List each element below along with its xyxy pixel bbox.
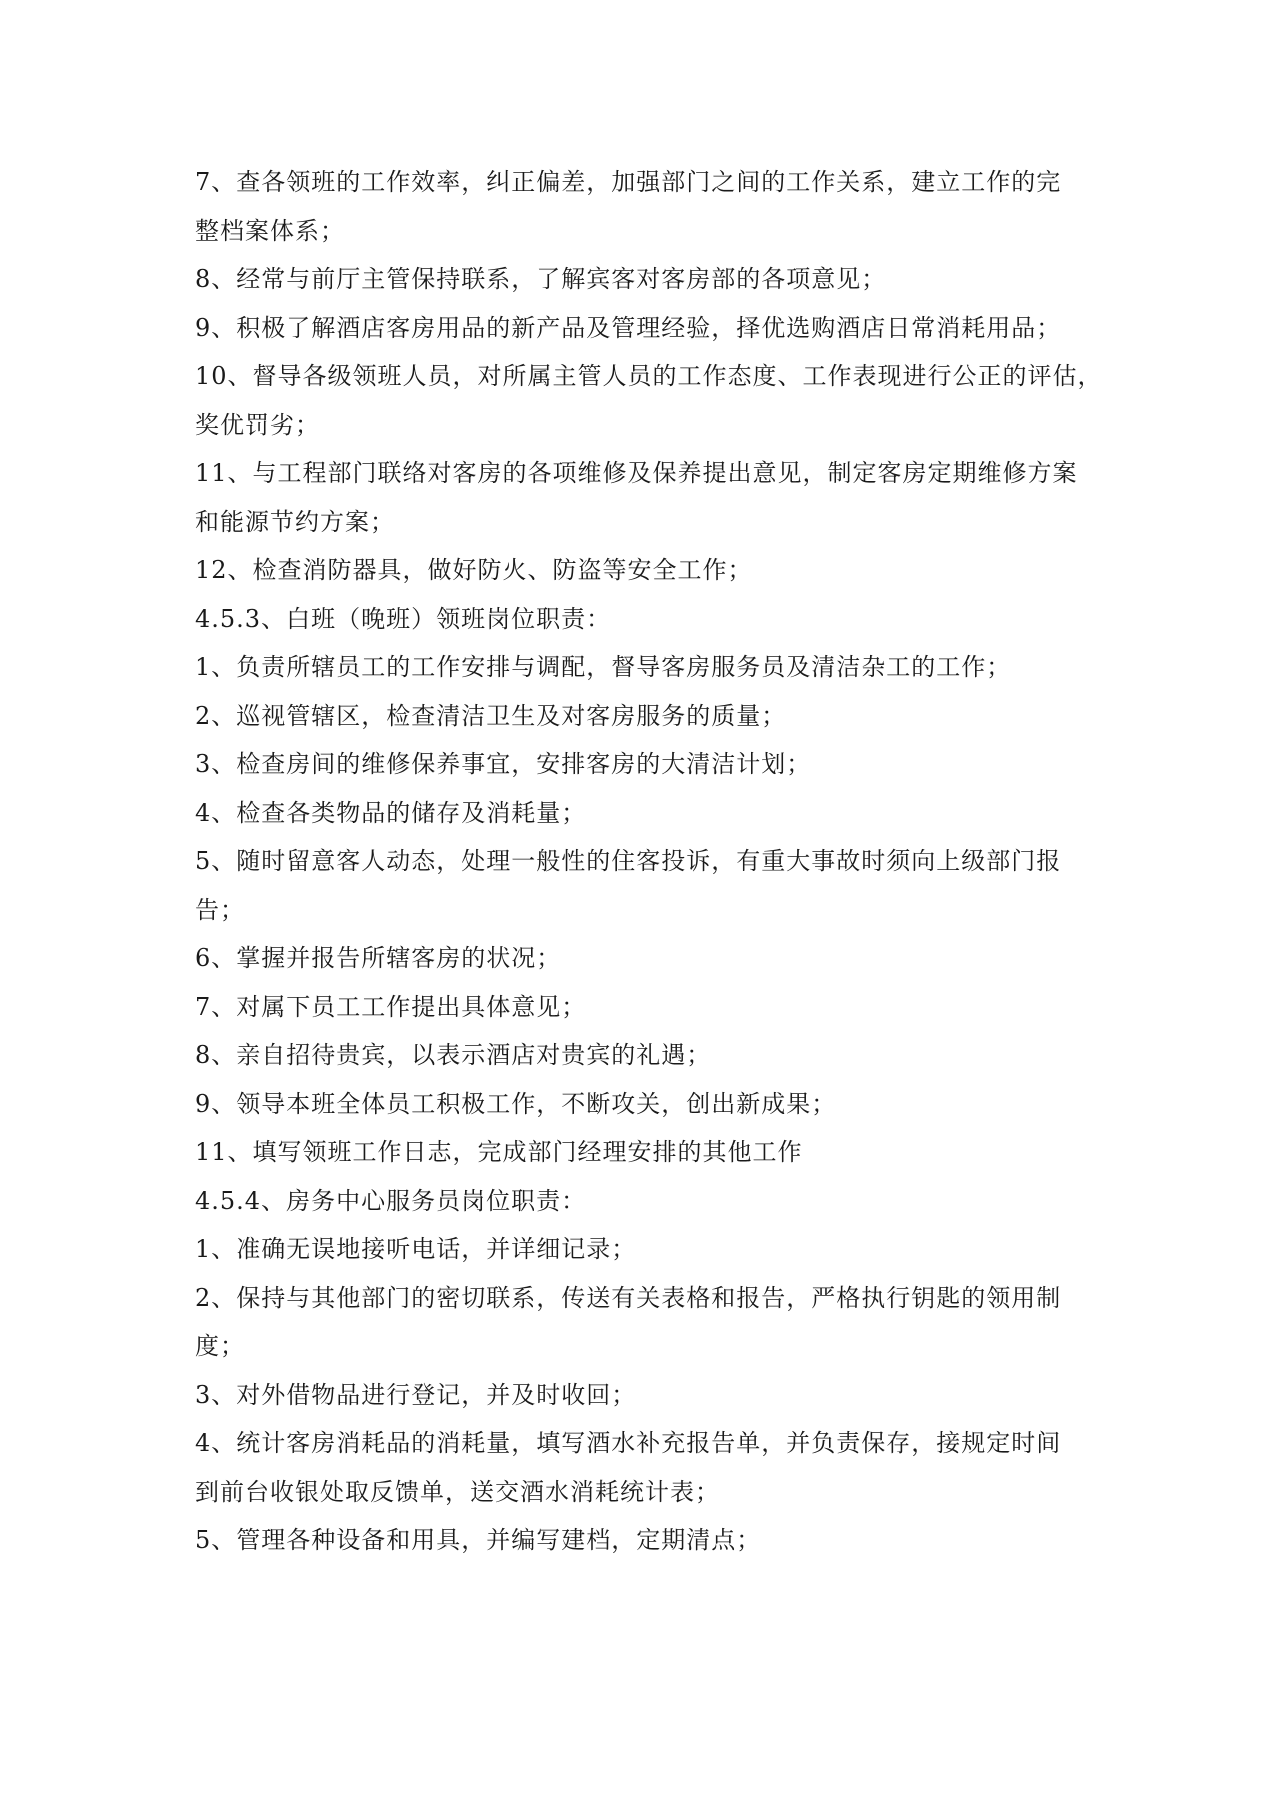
text-line: 整档案体系； — [195, 216, 345, 245]
text-line: 奖优罚劣； — [195, 410, 320, 439]
text-line: 告； — [195, 895, 245, 924]
text-line: 3、对外借物品进行登记，并及时收回； — [195, 1380, 637, 1409]
text-line: 2、巡视管辖区，检查清洁卫生及对客房服务的质量； — [195, 701, 787, 730]
text-line: 到前台收银处取反馈单，送交酒水消耗统计表； — [195, 1477, 720, 1506]
text-line: 4、统计客房消耗品的消耗量，填写酒水补充报告单，并负责保存，接规定时间 — [195, 1429, 1062, 1457]
section-heading: 4.5.4、房务中心服务员岗位职责： — [195, 1186, 587, 1215]
text-line: 6、掌握并报告所辖客房的状况； — [195, 944, 562, 972]
text-line: 4、检查各类物品的储存及消耗量； — [195, 798, 587, 827]
text-line: 和能源节约方案； — [195, 507, 395, 536]
text-line: 度； — [195, 1332, 245, 1360]
text-line: 9、领导本班全体员工积极工作，不断攻关，创出新成果； — [195, 1089, 837, 1118]
section-heading: 4.5.3、白班（晚班）领班岗位职责： — [195, 604, 612, 633]
text-line: 3、检查房间的维修保养事宜，安排客房的大清洁计划； — [195, 750, 812, 778]
text-line: 9、积极了解酒店客房用品的新产品及管理经验，择优选购酒店日常消耗用品； — [195, 313, 1062, 342]
text-line: 1、准确无误地接听电话，并详细记录； — [195, 1235, 637, 1263]
document-body — [195, 158, 1103, 1565]
text-line: 2、保持与其他部门的密切联系，传送有关表格和报告，严格执行钥匙的领用制 — [195, 1283, 1062, 1312]
text-line: 7、查各领班的工作效率，纠正偏差，加强部门之间的工作关系，建立工作的完 — [195, 168, 1062, 196]
text-line: 5、管理各种设备和用具，并编写建档，定期清点； — [195, 1526, 762, 1554]
text-line: 10、督导各级领班人员，对所属主管人员的工作态度、工作表现进行公正的评估， — [195, 362, 1103, 390]
text-line: 7、对属下员工工作提出具体意见； — [195, 992, 587, 1021]
text-line: 12、检查消防器具，做好防火、防盗等安全工作； — [195, 556, 753, 584]
text-line: 5、随时留意客人动态，处理一般性的住客投诉，有重大事故时须向上级部门报 — [195, 847, 1062, 875]
text-line: 11、与工程部门联络对客房的各项维修及保养提出意见，制定客房定期维修方案 — [195, 459, 1078, 487]
text-line: 1、负责所辖员工的工作安排与调配，督导客房服务员及清洁杂工的工作； — [195, 653, 1012, 681]
text-line: 8、经常与前厅主管保持联系，了解宾客对客房部的各项意见； — [195, 265, 887, 293]
text-line: 8、亲自招待贵宾，以表示酒店对贵宾的礼遇； — [195, 1041, 712, 1069]
text-line: 11、填写领班工作日志，完成部门经理安排的其他工作 — [195, 1138, 803, 1166]
